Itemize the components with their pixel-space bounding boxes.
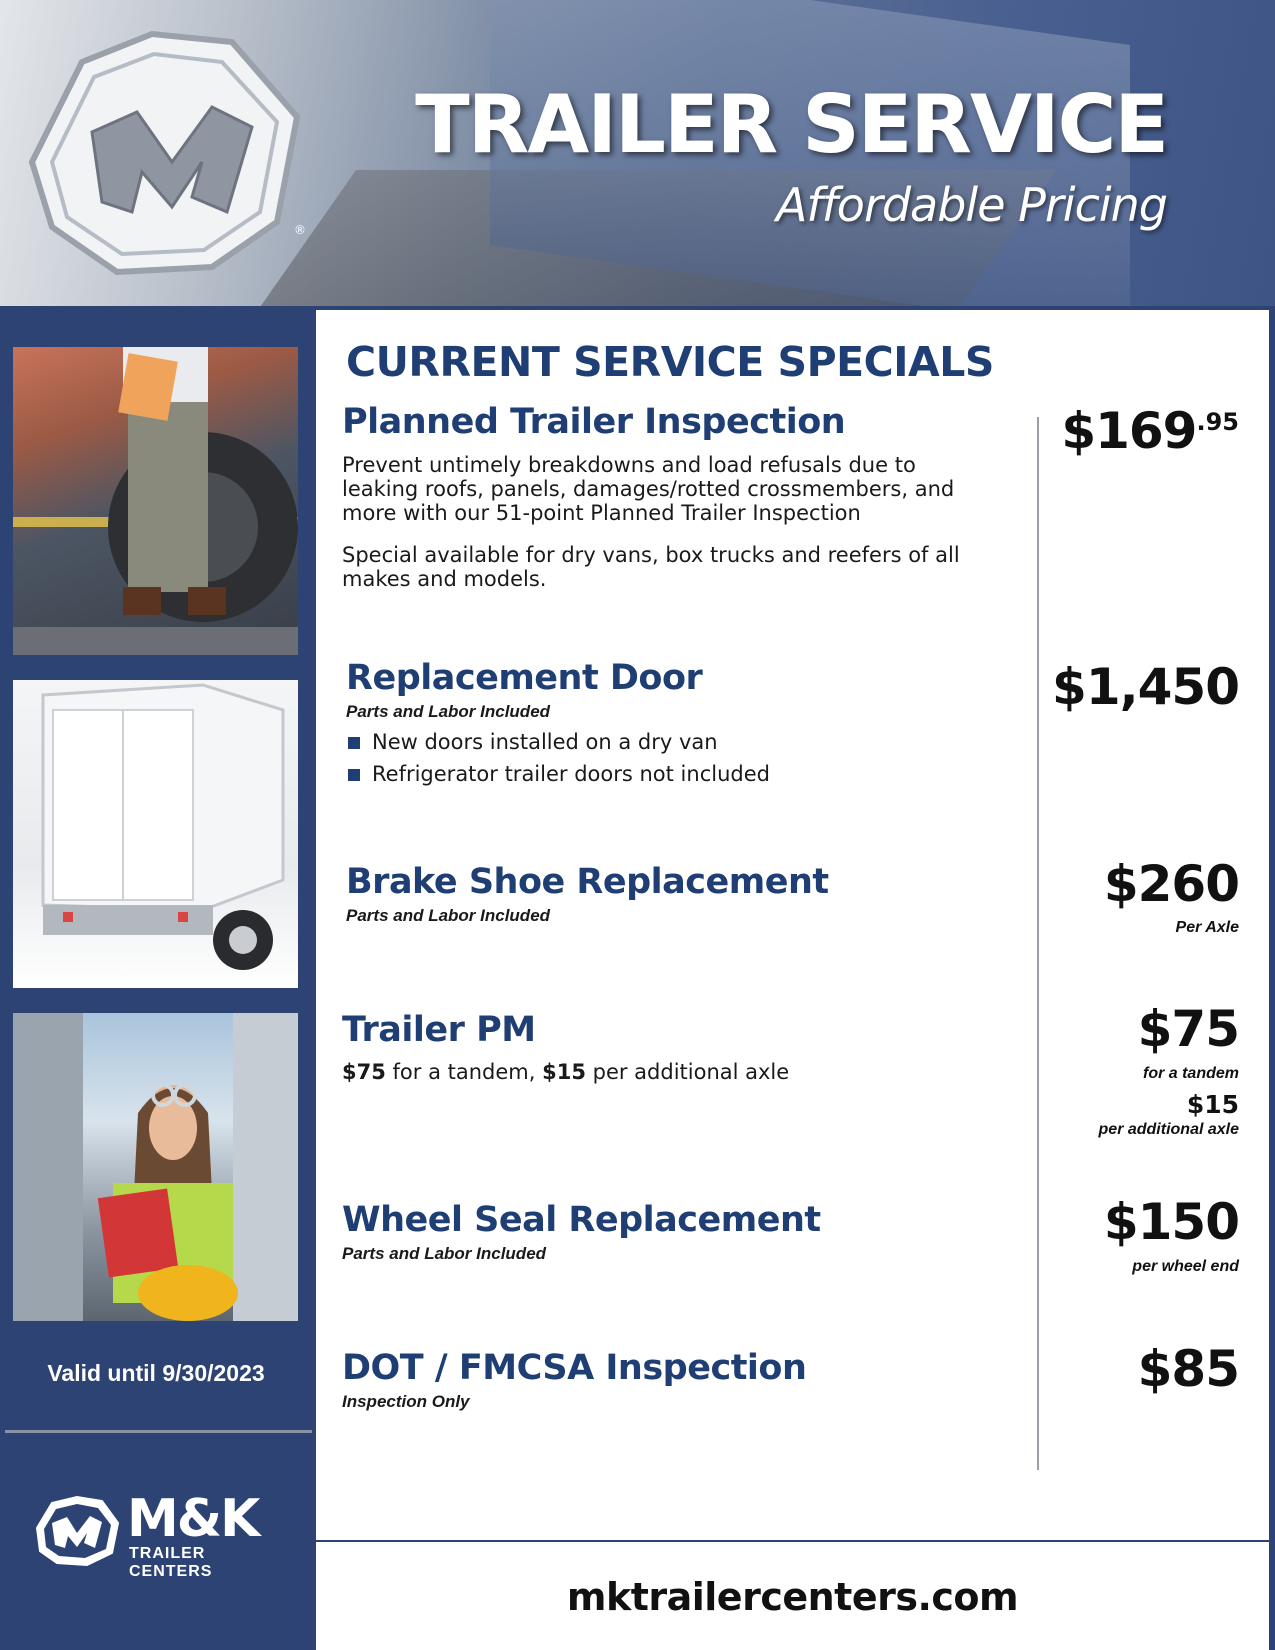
price-note-wheel-seal: per wheel end xyxy=(1132,1258,1239,1275)
valid-until-text: Valid until 9/30/2023 xyxy=(47,1360,265,1386)
price2-note-trailer-pm: per additional axle xyxy=(1098,1121,1239,1138)
svg-text:®: ® xyxy=(294,223,306,237)
service-title-trailer-pm: Trailer PM xyxy=(342,1010,536,1050)
mk-small-badge-icon xyxy=(32,1493,122,1568)
bullet-list-replacement-door xyxy=(346,726,770,790)
price-wheel-seal: $150 xyxy=(1103,1193,1239,1251)
header-banner xyxy=(0,0,1275,310)
page-title: TRAILER SERVICE xyxy=(415,78,1167,171)
service-note-replacement-door: Parts and Labor Included xyxy=(346,702,551,721)
technician-walking-illustration xyxy=(13,347,298,655)
price-brake-shoe: $260 xyxy=(1103,855,1239,913)
service-note-dot-inspection: Inspection Only xyxy=(342,1392,470,1411)
footer-divider xyxy=(316,1540,1269,1542)
mk-badge-logo-icon xyxy=(22,22,312,282)
service-title-dot-inspection: DOT / FMCSA Inspection xyxy=(342,1348,807,1388)
service-note-wheel-seal: Parts and Labor Included xyxy=(342,1244,547,1263)
price-dot-inspection: $85 xyxy=(1137,1340,1239,1398)
technician-walking-photo xyxy=(13,347,298,655)
service-title-planned-inspection: Planned Trailer Inspection xyxy=(342,402,846,442)
page-subtitle: Affordable Pricing xyxy=(775,178,1167,232)
price-replacement-door: $1,450 xyxy=(1052,658,1239,716)
mk-trailer-centers-logo xyxy=(32,1489,287,1580)
price-note-trailer-pm: for a tandem xyxy=(1142,1065,1239,1082)
service-title-replacement-door: Replacement Door xyxy=(346,658,703,698)
bullet-square-icon xyxy=(348,769,360,781)
service-title-brake-shoe: Brake Shoe Replacement xyxy=(346,862,829,902)
price-note-brake-shoe: Per Axle xyxy=(1175,919,1239,936)
specials-panel xyxy=(312,310,1275,1650)
website-url[interactable]: mktrailercenters.com xyxy=(566,1575,1019,1619)
sidebar xyxy=(0,310,312,1650)
service-description-planned-inspection: Prevent untimely breakdowns and load refusals due to leaking roofs, panels, damages/rotted crossmembers, and more with our 51-point Planned Trailer Inspection xyxy=(342,453,955,525)
inspector-woman-photo xyxy=(13,1013,298,1321)
section-title: CURRENT SERVICE SPECIALS xyxy=(346,338,994,386)
trailer-rear-photo xyxy=(13,680,298,988)
bullet-square-icon xyxy=(348,737,360,749)
price-column-divider xyxy=(1037,417,1039,1470)
price-planned-inspection: $\$169^{.95}$ xyxy=(1061,402,1239,460)
service-note-brake-shoe: Parts and Labor Included xyxy=(346,906,551,925)
trailer-rear-illustration xyxy=(13,680,298,988)
sidebar-divider xyxy=(5,1430,312,1433)
price-trailer-pm: $75 xyxy=(1137,1000,1239,1058)
inspector-woman-illustration xyxy=(13,1013,298,1321)
brand-subtitle: TRAILER CENTERS xyxy=(129,1545,213,1580)
brand-name: M&K xyxy=(127,1489,259,1549)
price2-trailer-pm: $15 xyxy=(1186,1090,1239,1119)
list-item: New doors installed on a dry van xyxy=(346,726,770,758)
list-item: Refrigerator trailer doors not included xyxy=(346,758,770,790)
service-description-trailer-pm: $75 for a tandem, $15 per additional axle xyxy=(342,1060,790,1084)
service-title-wheel-seal: Wheel Seal Replacement xyxy=(342,1200,821,1240)
service-description2-planned-inspection: Special available for dry vans, box trucks and reefers of all makes and models. xyxy=(342,543,960,591)
